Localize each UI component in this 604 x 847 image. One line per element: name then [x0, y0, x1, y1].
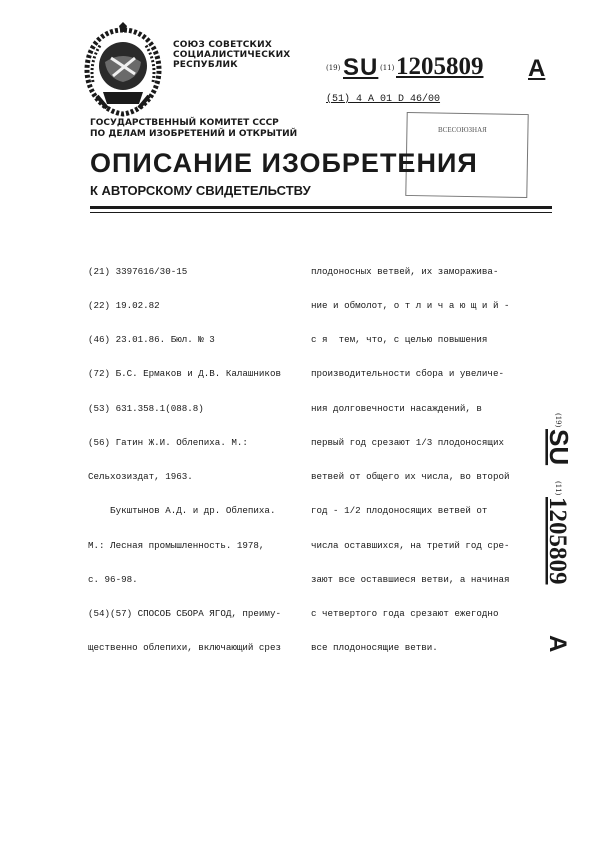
side-code-11: (11) [554, 481, 562, 496]
claim-line: с я тем, что, с целью повышения [311, 334, 488, 346]
country-name [173, 40, 290, 70]
country-line: СОЮЗ СОВЕТСКИХ [173, 40, 272, 50]
biblio-line: (21) 3397616/30-15 [88, 265, 188, 277]
biblio-line: (56) Гатин Ж.И. Облепиха. М.: [88, 436, 248, 448]
ipc-classification: (51) 4 А 01 D 46/00 [326, 94, 441, 105]
claim-line: ние и обмолот, о т л и ч а ю щ и й - [311, 300, 510, 312]
claim-line: производительности сбора и увеличе- [311, 368, 504, 380]
committee-line: ПО ДЕЛАМ ИЗОБРЕТЕНИЙ И ОТКРЫТИЙ [90, 129, 298, 139]
title-rule-thick [90, 206, 552, 209]
side-patent-number: 1205809 [544, 497, 571, 585]
title-rule-thin [90, 212, 552, 213]
side-code-19: (19) [554, 413, 562, 428]
document-subtitle: К АВТОРСКОМУ СВИДЕТЕЛЬСТВУ [90, 183, 311, 198]
stamp-text: ВСЕСОЮЗНАЯ [438, 126, 487, 134]
country-line: СОЦИАЛИСТИЧЕСКИХ [173, 50, 291, 60]
biblio-line: щественно облепихи, включающий срез [88, 642, 281, 654]
side-patent-label [544, 413, 574, 657]
biblio-line: (53) 631.358.1(088.8) [88, 402, 204, 414]
claim-line: ветвей от общего их числа, во второй [311, 471, 510, 483]
country-code: SU [343, 54, 379, 81]
patent-number: 1205809 [396, 53, 484, 80]
claim-line: плодоносных ветвей, их заморажива- [311, 265, 499, 277]
biblio-line: М.: Лесная промышленность. 1978, [88, 539, 265, 551]
side-kind-code: A [544, 635, 571, 653]
bibliographic-data [88, 243, 281, 665]
ussr-emblem-icon [79, 22, 167, 118]
side-country-code: SU [544, 429, 574, 466]
committee-name [90, 118, 297, 140]
claim-line: с четвертого года срезают ежегодно [311, 608, 499, 619]
biblio-line: Сельхозиздат, 1963. [88, 471, 193, 483]
claim-line: первый год срезают 1/3 плодоносящих [311, 436, 504, 448]
claim-text [311, 243, 509, 665]
biblio-line: с. 96-98. [88, 573, 138, 585]
kind-code: A [528, 55, 546, 82]
biblio-line: (22) 19.02.82 [88, 300, 160, 312]
claim-line: год - 1/2 плодоносящих ветвей от [311, 505, 488, 517]
claim-line: все плодоносящие ветви. [311, 642, 438, 654]
biblio-line: (46) 23.01.86. Бюл. № 3 [88, 334, 215, 346]
claim-line: числа оставшихся, на третий год сре- [311, 539, 510, 551]
biblio-line: Букштынов А.Д. и др. Облепиха. [88, 505, 276, 517]
country-line: РЕСПУБЛИК [173, 60, 238, 70]
inid-code-11: (11) [380, 64, 395, 72]
biblio-line: (54)(57) СПОСОБ СБОРА ЯГОД, преиму- [88, 608, 281, 619]
claim-line: зают все оставшиеся ветви, а начиная [311, 573, 510, 585]
claim-line: ния долговечности насаждений, в [311, 402, 482, 414]
document-title: ОПИСАНИЕ ИЗОБРЕТЕНИЯ [90, 148, 478, 178]
biblio-line: (72) Б.С. Ермаков и Д.В. Калашников [88, 368, 281, 380]
inid-code-19: (19) [326, 64, 341, 72]
committee-line: ГОСУДАРСТВЕННЫЙ КОМИТЕТ СССР [90, 118, 279, 128]
